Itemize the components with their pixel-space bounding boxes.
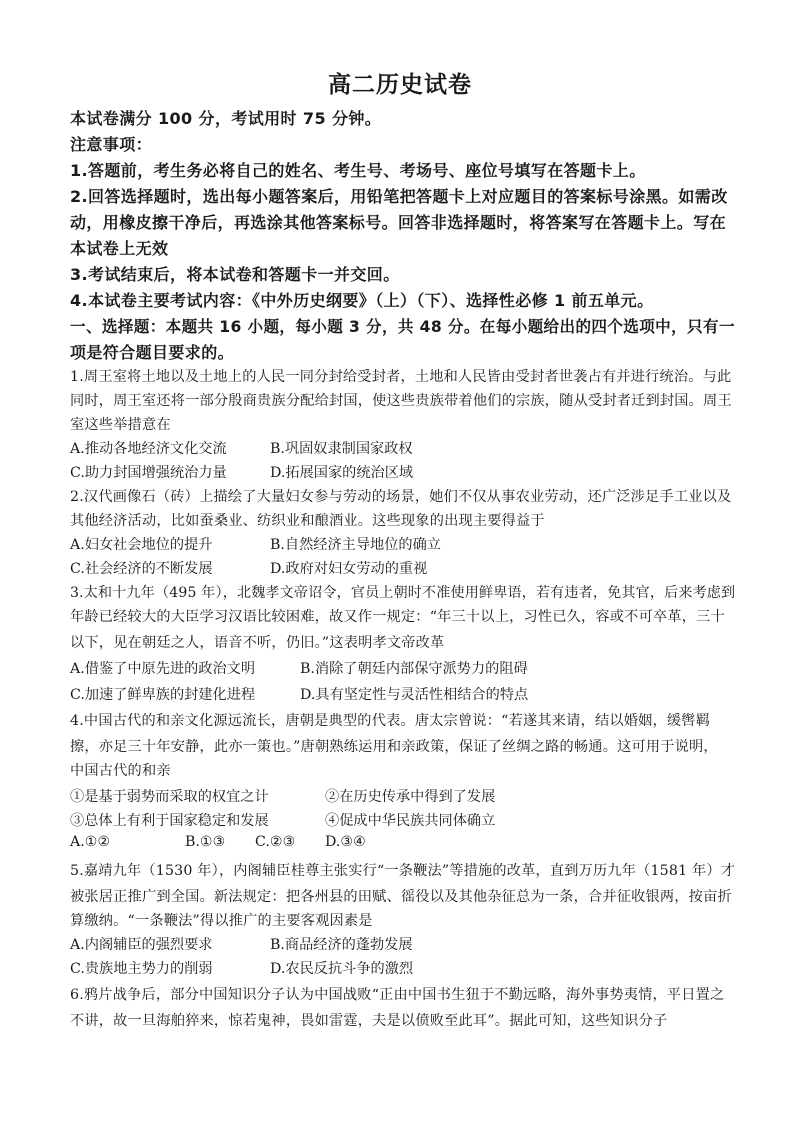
question-1-stem: 同时，周王室还将一部分殷商贵族分配给封国，使这些贵族带着他们的宗族，随从受封者迁到封国。周王 bbox=[70, 393, 732, 409]
notice-item-2: 2.回答选择题时，选出每小题答案后，用铅笔把答题卡上对应题目的答案标号涂黑。如需改 bbox=[70, 187, 728, 206]
question-4-statement-1: ①是基于弱势而采取的权宜之计 bbox=[70, 789, 269, 805]
notice-item-3: 3.考试结束后，将本试卷和答题卡一并交回。 bbox=[70, 265, 400, 284]
question-4-stem: 擦，亦足三十年安静，此亦一策也。”唐朝熟练运用和亲政策，保证了丝绸之路的畅通。这可用于说明， bbox=[70, 739, 718, 755]
notice-item-2: 本试卷上无效 bbox=[70, 239, 169, 258]
section-heading: 项是符合题目要求的。 bbox=[70, 343, 235, 362]
question-3-stem: 以下，见在朝廷之人，语音不听，仍旧。”这表明孝文帝改革 bbox=[70, 635, 445, 651]
question-3-option-b: B.消除了朝廷内部保守派势力的阻碍 bbox=[300, 661, 528, 677]
question-5-option-b: B.商品经济的蓬勃发展 bbox=[270, 937, 413, 953]
notice-item-4: 4.本试卷主要考试内容：《中外历史纲要》（上）（下）、选择性必修 1 前五单元。 bbox=[70, 291, 654, 310]
question-1-stem: 室这些举措意在 bbox=[70, 417, 171, 433]
question-6-stem: 不讲，故一旦海舶猝来，惊若鬼神，畏如雷霆，夫是以偾败至此耳”。据此可知，这些知识分子 bbox=[70, 1013, 668, 1029]
question-4-statement-4: ④促成中华民族共同体确立 bbox=[325, 813, 496, 829]
question-1-option-a: A.推动各地经济文化交流 bbox=[70, 441, 227, 457]
question-2-option-c: C.社会经济的不断发展 bbox=[70, 561, 213, 577]
question-4-option-a: A.①② bbox=[70, 834, 111, 850]
notice-heading: 注意事项： bbox=[70, 135, 153, 154]
question-5-option-d: D.农民反抗斗争的激烈 bbox=[270, 961, 414, 977]
score-time-line: 本试卷满分 100 分，考试用时 75 分钟。 bbox=[70, 109, 382, 128]
question-2-option-a: A.妇女社会地位的提升 bbox=[70, 537, 213, 553]
question-5-stem: 算缴纳。“一条鞭法”得以推广的主要客观因素是 bbox=[70, 913, 373, 929]
question-5-option-c: C.贵族地主势力的削弱 bbox=[70, 961, 213, 977]
question-3-option-a: A.借鉴了中原先进的政治文明 bbox=[70, 661, 256, 677]
question-2-option-b: B.自然经济主导地位的确立 bbox=[270, 537, 441, 553]
question-4-option-d: D.③④ bbox=[325, 834, 366, 850]
question-4-statement-2: ②在历史传承中得到了发展 bbox=[325, 789, 496, 805]
question-4-stem: 4.中国古代的和亲文化源远流长，唐朝是典型的代表。唐太宗曾说：“若遂其来请，结以婚姻，缓辔羁 bbox=[70, 713, 711, 729]
question-3-option-c: C.加速了鲜卑族的封建化进程 bbox=[70, 687, 256, 703]
question-3-stem: 年龄已经较大的大臣学习汉语比较困难，故又作一规定：“年三十以上，习性已久，容或不可卒革，三十 bbox=[70, 609, 725, 625]
question-4-option-b: B.①③ bbox=[185, 834, 226, 850]
question-6-stem: 6.鸦片战争后，部分中国知识分子认为中国战败“正由中国书生狃于不勤远略，海外事势夷情，平日置之 bbox=[70, 987, 725, 1003]
question-1-option-c: C.助力封国增强统治力量 bbox=[70, 465, 227, 481]
question-4-statement-3: ③总体上有利于国家稳定和发展 bbox=[70, 813, 269, 829]
question-2-stem: 2.汉代画像石（砖）上描绘了大量妇女参与劳动的场景，她们不仅从事农业劳动，还广泛涉足手工业以及 bbox=[70, 489, 732, 505]
section-heading: 一、选择题：本题共 16 小题，每小题 3 分，共 48 分。在每小题给出的四个选项中，只有一 bbox=[70, 317, 735, 336]
question-3-stem: 3.太和十九年（495 年），北魏孝文帝诏令，官员上朝时不准使用鲜卑语，若有违者，免其官，后来考虑到 bbox=[70, 585, 736, 601]
question-5-stem: 5.嘉靖九年（1530 年），内阁辅臣桂尊主张实行“一条鞭法”等措施的改革，直到万历九年（1581 年）才 bbox=[70, 863, 736, 879]
question-1-option-b: B.巩固奴隶制国家政权 bbox=[270, 441, 413, 457]
question-3-option-d: D.具有坚定性与灵活性相结合的特点 bbox=[300, 687, 529, 703]
question-1-option-d: D.拓展国家的统治区域 bbox=[270, 465, 414, 481]
question-4-stem: 中国古代的和亲 bbox=[70, 763, 171, 779]
question-2-stem: 其他经济活动，比如蚕桑业、纺织业和酿酒业。这些现象的出现主要得益于 bbox=[70, 513, 545, 529]
notice-item-2: 动，用橡皮擦干净后，再选涂其他答案标号。回答非选择题时，将答案写在答题卡上。写在 bbox=[70, 213, 727, 232]
question-5-stem: 被张居正推广到全国。新法规定：把各州县的田赋、徭役以及其他杂征总为一条，合并征收银两，按亩折 bbox=[70, 889, 732, 905]
page-title: 高二历史试卷 bbox=[328, 72, 472, 98]
question-1-stem: 1.周王室将土地以及土地上的人民一同分封给受封者，土地和人民皆由受封者世袭占有并进行统治。与此 bbox=[70, 369, 732, 385]
question-4-option-c: C.②③ bbox=[255, 834, 296, 850]
question-2-option-d: D.政府对妇女劳动的重视 bbox=[270, 561, 428, 577]
question-5-option-a: A.内阁辅臣的强烈要求 bbox=[70, 937, 213, 953]
notice-item-1: 1.答题前，考生务必将自己的姓名、考生号、考场号、座位号填写在答题卡上。 bbox=[70, 161, 646, 180]
